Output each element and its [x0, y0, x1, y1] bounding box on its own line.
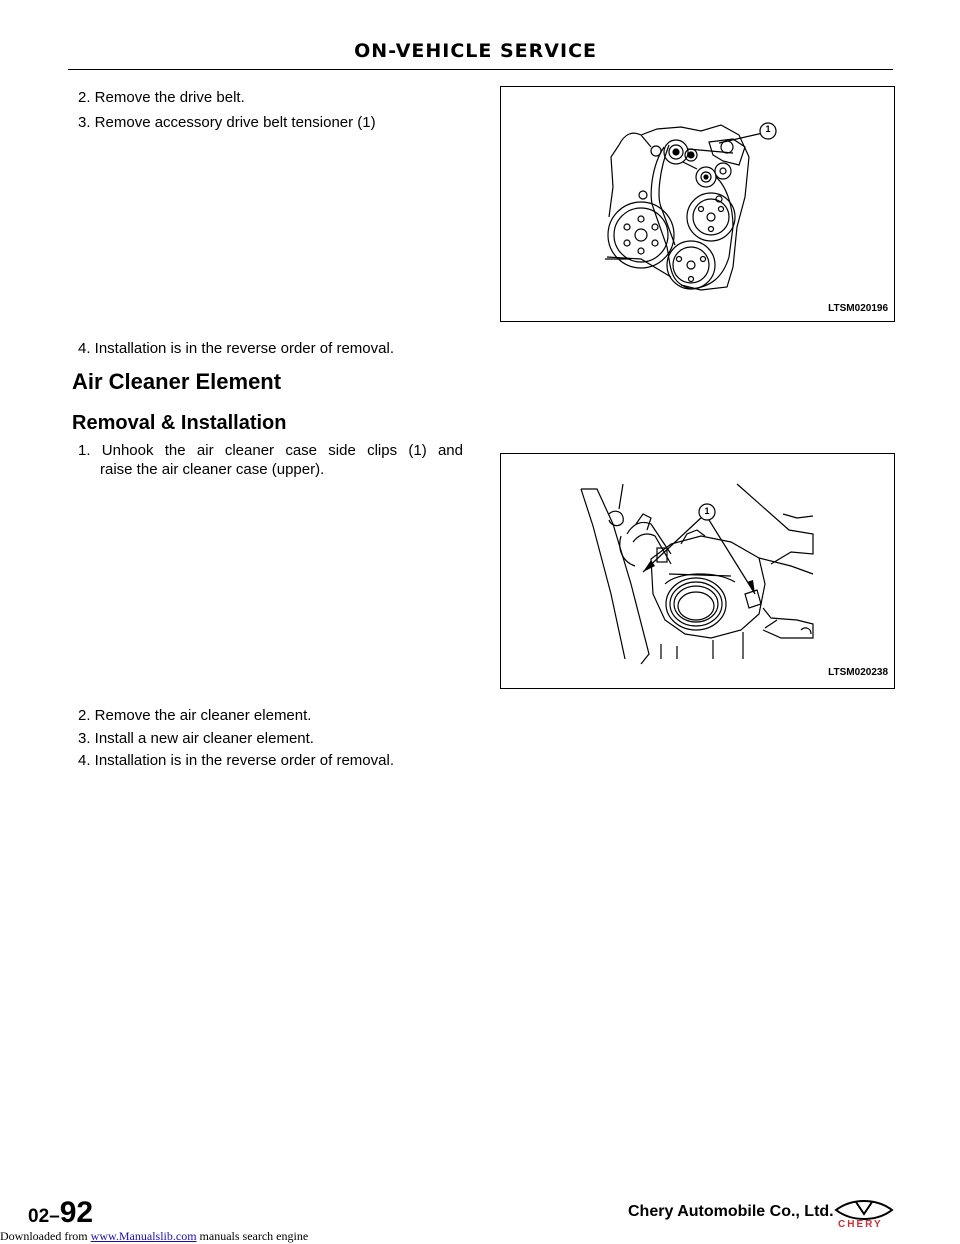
figure-callout-1-2: 1 [704, 506, 710, 516]
step-unhook-clips-line1: 1. Unhook the air cleaner case side clips (1) and [78, 442, 463, 459]
step-remove-tensioner: 3. Remove accessory drive belt tensioner (1) [78, 114, 376, 131]
page-number [28, 1196, 93, 1230]
chery-logo [832, 1200, 896, 1232]
page-number-value: 92 [59, 1196, 94, 1229]
manualslib-link[interactable]: www.Manualslib.com [90, 1229, 197, 1243]
download-suffix: manuals search engine [196, 1229, 309, 1243]
subsection-heading: Removal & Installation [72, 412, 287, 434]
page-prefix: 02– [28, 1206, 60, 1227]
step-installation-reverse: 4. Installation is in the reverse order of removal. [78, 340, 394, 357]
figure-id: LTSM020196 [828, 303, 888, 314]
step-install-new-element: 3. Install a new air cleaner element. [78, 730, 314, 747]
air-cleaner-figure [500, 453, 895, 689]
step-installation-reverse-2: 4. Installation is in the reverse order of removal. [78, 752, 394, 769]
air-cleaner-illustration [501, 454, 894, 688]
download-prefix: Downloaded from [0, 1229, 91, 1243]
drive-belt-figure [500, 86, 895, 322]
header-divider [68, 69, 893, 70]
figure-callout-1: 1 [765, 124, 771, 134]
step-remove-drive-belt: 2. Remove the drive belt. [78, 89, 245, 106]
step-unhook-clips-line2: raise the air cleaner case (upper). [100, 461, 325, 478]
drive-belt-illustration [501, 87, 894, 321]
logo-text: CHERY [838, 1219, 883, 1230]
company-name: Chery Automobile Co., Ltd. [628, 1203, 834, 1220]
step-remove-element: 2. Remove the air cleaner element. [78, 707, 312, 724]
section-heading: Air Cleaner Element [72, 369, 282, 394]
figure-id-2: LTSM020238 [828, 667, 888, 678]
header-title: ON-VEHICLE SERVICE [354, 40, 597, 62]
